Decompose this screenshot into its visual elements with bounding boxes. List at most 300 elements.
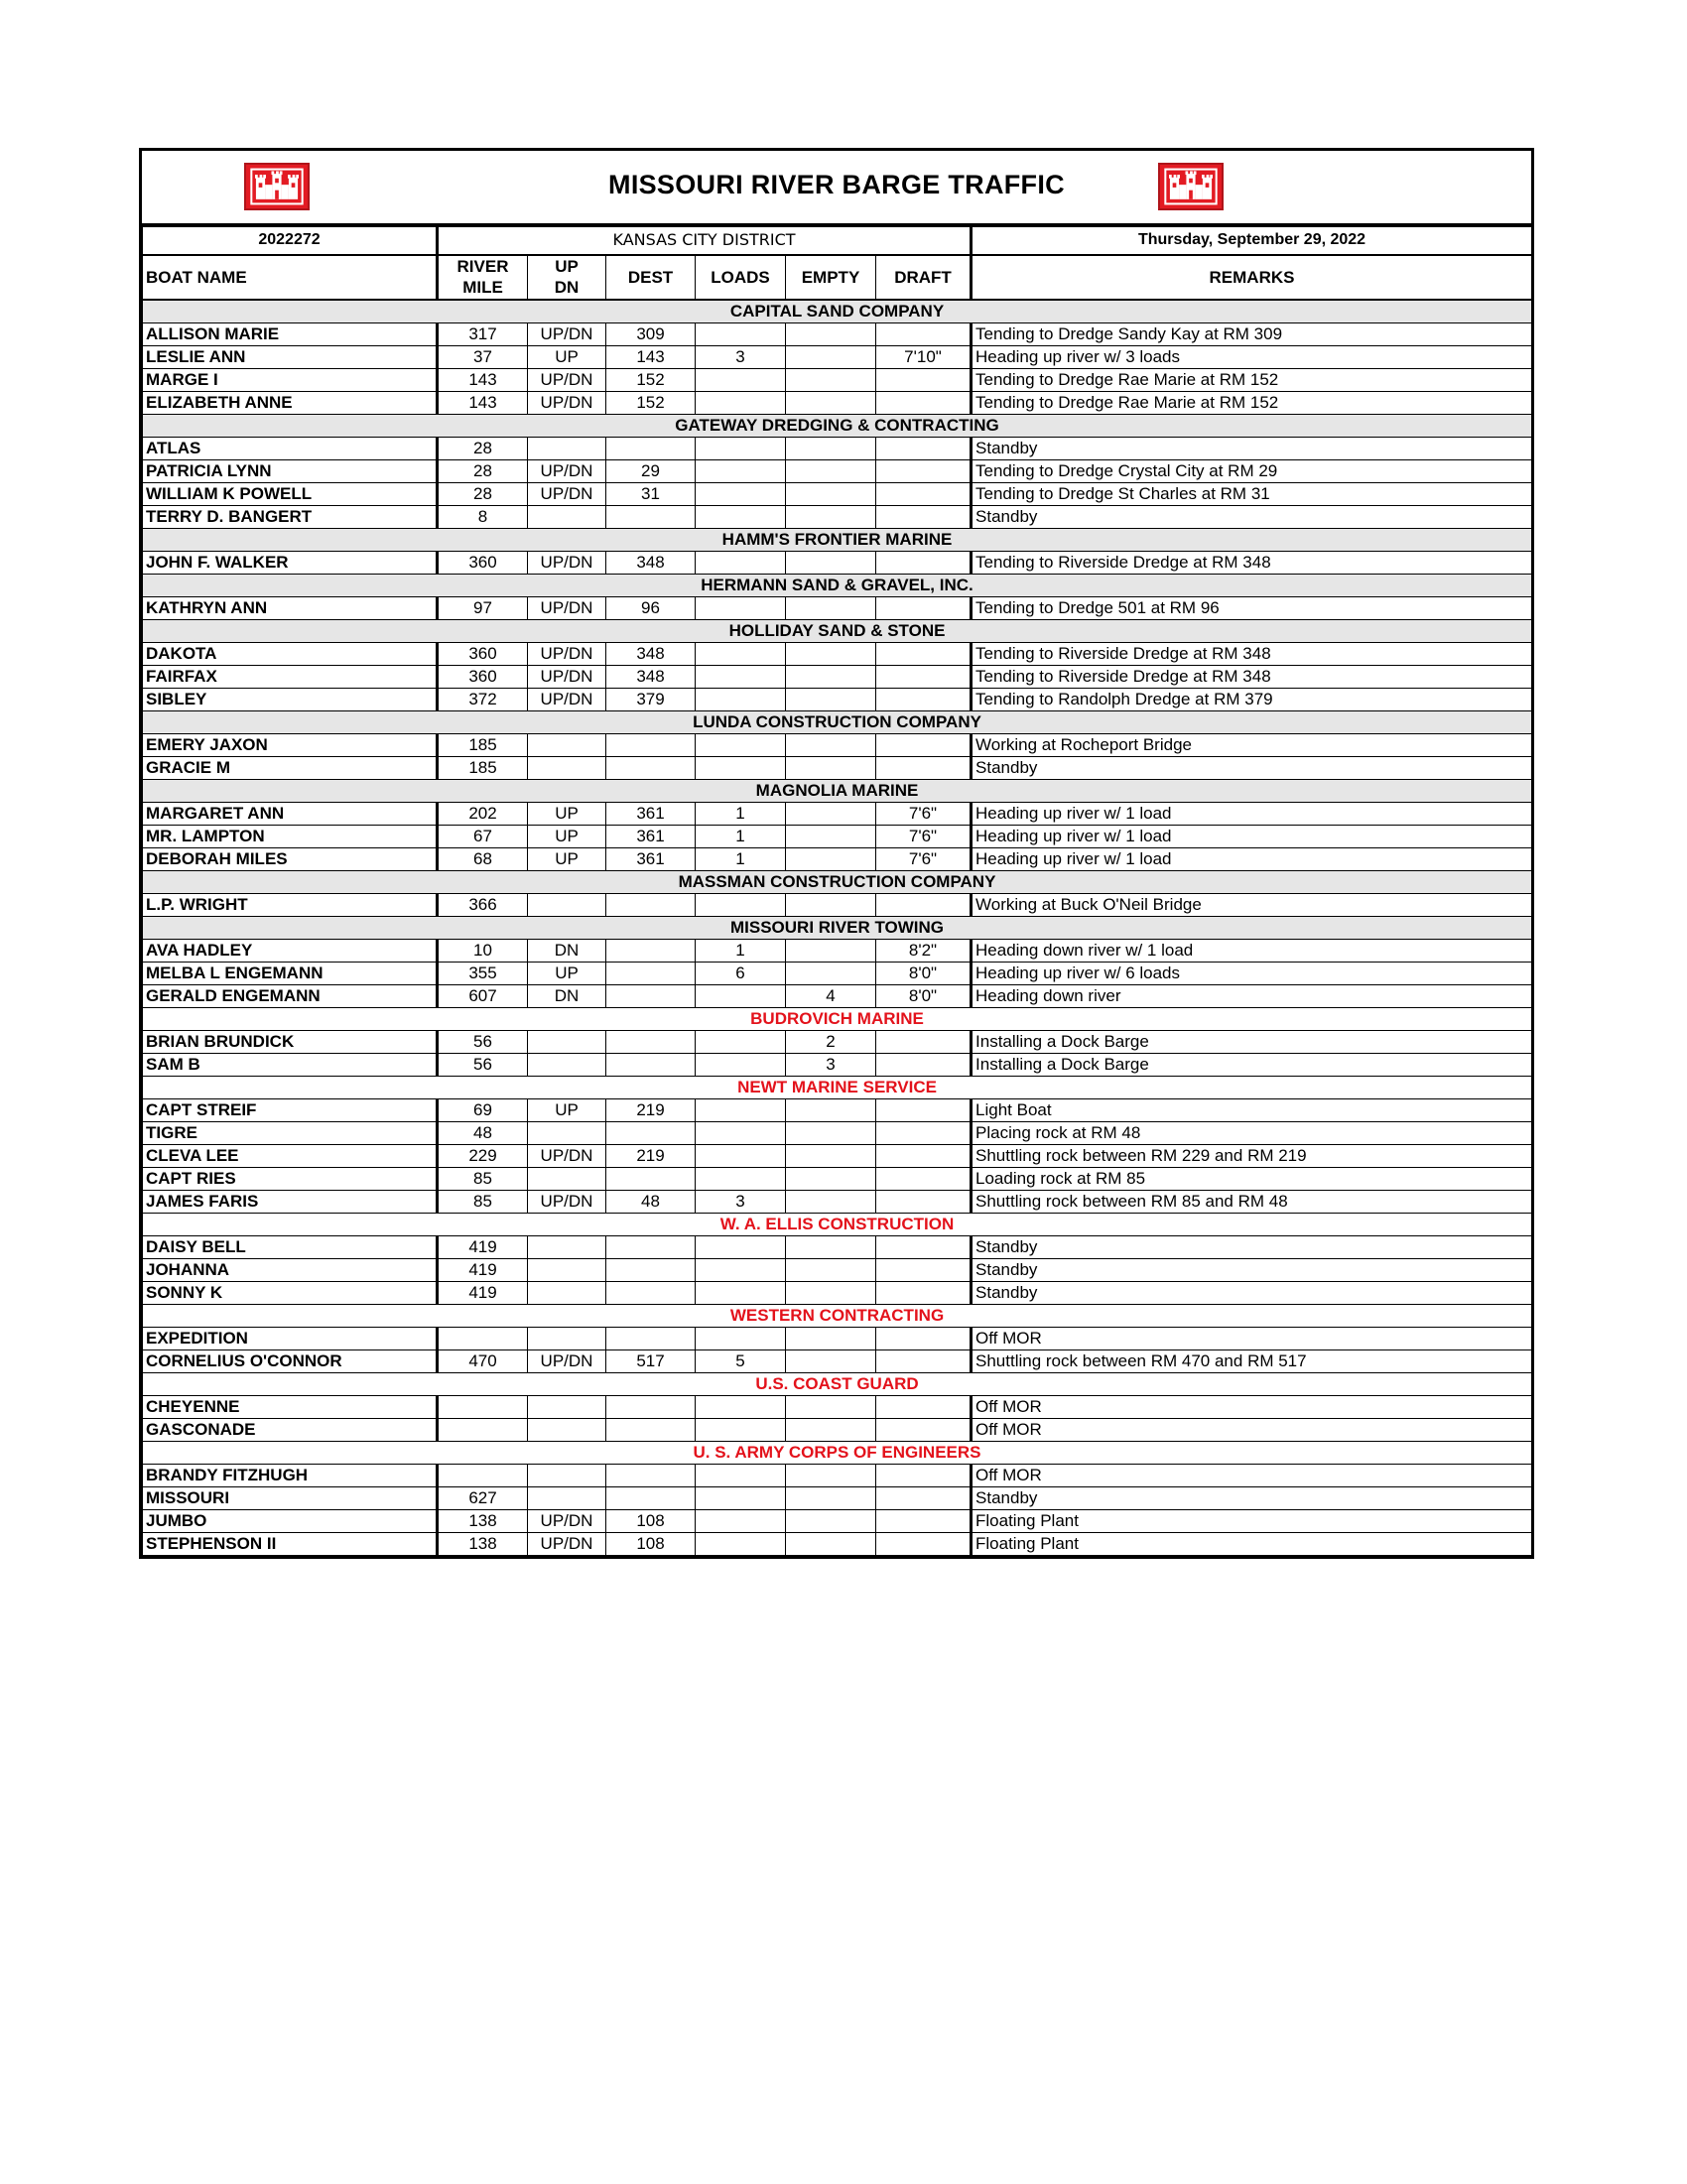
remarks-cell: Heading up river w/ 6 loads [972,962,1532,984]
boat-name-cell: TIGRE [143,1121,438,1144]
dest-cell [606,939,696,962]
direction-cell [528,893,606,916]
dest-cell [606,505,696,528]
empty-cell [786,939,876,962]
dest-cell: 348 [606,642,696,665]
draft-cell [876,551,972,574]
dest-cell [606,984,696,1007]
dest-cell [606,733,696,756]
remarks-cell: Standby [972,1235,1532,1258]
river-mile-cell: 360 [438,642,528,665]
draft-cell: 8'0" [876,962,972,984]
company-name: WESTERN CONTRACTING [143,1304,1532,1327]
draft-cell [876,1509,972,1532]
table-row [143,1327,1532,1349]
direction-cell: UP/DN [528,1190,606,1213]
table-row [143,939,1532,962]
draft-cell [876,1121,972,1144]
company-name: HAMM'S FRONTIER MARINE [143,528,1532,551]
river-mile-cell: 85 [438,1167,528,1190]
table-row [143,688,1532,710]
dest-cell: 361 [606,802,696,825]
direction-cell: UP/DN [528,596,606,619]
direction-cell: UP/DN [528,459,606,482]
river-mile-cell: 185 [438,733,528,756]
company-name: BUDROVICH MARINE [143,1007,1532,1030]
loads-cell [696,984,786,1007]
empty-cell [786,1486,876,1509]
river-mile-cell: 138 [438,1532,528,1555]
company-header-row [143,916,1532,939]
river-mile-cell: 143 [438,391,528,414]
dest-cell: 219 [606,1098,696,1121]
empty-cell [786,756,876,779]
table-row [143,1235,1532,1258]
empty-cell [786,1235,876,1258]
boat-name-cell: EXPEDITION [143,1327,438,1349]
draft-cell: 7'6" [876,802,972,825]
boat-name-cell: ALLISON MARIE [143,322,438,345]
company-header-row [143,1304,1532,1327]
page-title: MISSOURI RIVER BARGE TRAFFIC [608,170,1065,199]
boat-name-cell: DAKOTA [143,642,438,665]
dest-cell: 361 [606,825,696,847]
table-row [143,1418,1532,1441]
direction-cell: UP [528,1098,606,1121]
direction-cell: UP/DN [528,322,606,345]
remarks-cell: Tending to Riverside Dredge at RM 348 [972,665,1532,688]
boat-name-cell: DAISY BELL [143,1235,438,1258]
col-loads: LOADS [696,255,786,300]
draft-cell: 7'10" [876,345,972,368]
boat-name-cell: KATHRYN ANN [143,596,438,619]
draft-cell: 8'0" [876,984,972,1007]
col-river-mile: RIVER MILE [438,255,528,300]
company-header-row [143,1076,1532,1098]
empty-cell [786,825,876,847]
dest-cell [606,1486,696,1509]
draft-cell [876,459,972,482]
draft-cell [876,688,972,710]
remarks-cell: Installing a Dock Barge [972,1030,1532,1053]
company-name: NEWT MARINE SERVICE [143,1076,1532,1098]
river-mile-cell: 366 [438,893,528,916]
empty-cell [786,1349,876,1372]
table-row [143,322,1532,345]
draft-cell [876,322,972,345]
river-mile-cell: 202 [438,802,528,825]
dest-cell: 108 [606,1532,696,1555]
boat-name-cell: JOHANNA [143,1258,438,1281]
loads-cell [696,1395,786,1418]
remarks-cell: Heading up river w/ 3 loads [972,345,1532,368]
table-row [143,1167,1532,1190]
river-mile-cell: 360 [438,551,528,574]
loads-cell [696,665,786,688]
river-mile-cell: 317 [438,322,528,345]
table-row [143,596,1532,619]
river-mile-cell: 37 [438,345,528,368]
company-name: U. S. ARMY CORPS OF ENGINEERS [143,1441,1532,1464]
draft-cell [876,1395,972,1418]
loads-cell: 3 [696,1190,786,1213]
empty-cell: 3 [786,1053,876,1076]
river-mile-cell: 56 [438,1030,528,1053]
table-row [143,1053,1532,1076]
remarks-cell: Tending to Dredge St Charles at RM 31 [972,482,1532,505]
boat-name-cell: ATLAS [143,437,438,459]
river-mile-cell: 67 [438,825,528,847]
table-row [143,505,1532,528]
empty-cell [786,1144,876,1167]
remarks-cell: Heading up river w/ 1 load [972,825,1532,847]
dest-cell: 31 [606,482,696,505]
loads-cell: 1 [696,939,786,962]
company-header-row [143,1372,1532,1395]
dest-cell: 348 [606,665,696,688]
col-dest: DEST [606,255,696,300]
company-header-row [143,574,1532,596]
boat-name-cell: PATRICIA LYNN [143,459,438,482]
draft-cell [876,1349,972,1372]
col-remarks: REMARKS [972,255,1532,300]
river-mile-cell: 143 [438,368,528,391]
direction-cell: UP/DN [528,551,606,574]
loads-cell [696,551,786,574]
table-row [143,1281,1532,1304]
empty-cell [786,802,876,825]
river-mile-cell: 56 [438,1053,528,1076]
table-row [143,665,1532,688]
remarks-cell: Floating Plant [972,1509,1532,1532]
barge-table [142,226,1532,1556]
empty-cell [786,1532,876,1555]
company-header-row [143,1441,1532,1464]
remarks-cell: Tending to Randolph Dredge at RM 379 [972,688,1532,710]
company-name: LUNDA CONSTRUCTION COMPANY [143,710,1532,733]
direction-cell [528,1258,606,1281]
loads-cell [696,1030,786,1053]
river-mile-cell: 355 [438,962,528,984]
dest-cell [606,756,696,779]
table-row [143,1121,1532,1144]
direction-cell: UP/DN [528,482,606,505]
company-name: U.S. COAST GUARD [143,1372,1532,1395]
remarks-cell: Tending to Dredge Sandy Kay at RM 309 [972,322,1532,345]
company-name: W. A. ELLIS CONSTRUCTION [143,1213,1532,1235]
river-mile-cell: 48 [438,1121,528,1144]
river-mile-cell: 28 [438,482,528,505]
river-mile-cell: 10 [438,939,528,962]
empty-cell [786,642,876,665]
river-mile-cell [438,1327,528,1349]
boat-name-cell: MELBA L ENGEMANN [143,962,438,984]
loads-cell [696,642,786,665]
direction-cell: DN [528,939,606,962]
direction-cell: UP/DN [528,642,606,665]
boat-name-cell: STEPHENSON II [143,1532,438,1555]
dest-cell: 309 [606,322,696,345]
direction-cell [528,1395,606,1418]
table-row [143,1532,1532,1555]
table-row [143,437,1532,459]
river-mile-cell: 68 [438,847,528,870]
draft-cell [876,437,972,459]
river-mile-cell: 69 [438,1098,528,1121]
direction-cell: DN [528,984,606,1007]
remarks-cell: Heading up river w/ 1 load [972,802,1532,825]
loads-cell [696,1418,786,1441]
direction-cell: UP/DN [528,688,606,710]
direction-cell [528,1464,606,1486]
river-mile-cell: 138 [438,1509,528,1532]
boat-name-cell: ELIZABETH ANNE [143,391,438,414]
draft-cell [876,1327,972,1349]
dest-cell [606,1418,696,1441]
remarks-cell: Standby [972,1486,1532,1509]
loads-cell [696,1121,786,1144]
boat-name-cell: CLEVA LEE [143,1144,438,1167]
boat-name-cell: CAPT STREIF [143,1098,438,1121]
table-row [143,825,1532,847]
loads-cell [696,1281,786,1304]
remarks-cell: Tending to Riverside Dredge at RM 348 [972,551,1532,574]
empty-cell [786,847,876,870]
direction-cell: UP/DN [528,1144,606,1167]
draft-cell [876,482,972,505]
remarks-cell: Floating Plant [972,1532,1532,1555]
river-mile-cell: 419 [438,1281,528,1304]
draft-cell [876,642,972,665]
draft-cell [876,1464,972,1486]
boat-name-cell: JAMES FARIS [143,1190,438,1213]
table-row [143,1464,1532,1486]
empty-cell: 2 [786,1030,876,1053]
table-row [143,1258,1532,1281]
draft-cell [876,665,972,688]
boat-name-cell: TERRY D. BANGERT [143,505,438,528]
empty-cell [786,596,876,619]
loads-cell [696,596,786,619]
remarks-cell: Off MOR [972,1464,1532,1486]
report-id: 2022272 [143,227,438,255]
empty-cell [786,459,876,482]
draft-cell [876,1190,972,1213]
draft-cell [876,1258,972,1281]
table-row [143,733,1532,756]
draft-cell [876,1235,972,1258]
boat-name-cell: SONNY K [143,1281,438,1304]
draft-cell [876,505,972,528]
loads-cell [696,1053,786,1076]
direction-cell: UP [528,847,606,870]
river-mile-cell: 8 [438,505,528,528]
direction-cell: UP [528,802,606,825]
boat-name-cell: EMERY JAXON [143,733,438,756]
dest-cell: 96 [606,596,696,619]
table-row [143,984,1532,1007]
empty-cell [786,345,876,368]
boat-name-cell: WILLIAM K POWELL [143,482,438,505]
remarks-cell: Standby [972,1281,1532,1304]
remarks-cell: Tending to Riverside Dredge at RM 348 [972,642,1532,665]
draft-cell [876,733,972,756]
direction-cell [528,437,606,459]
boat-name-cell: JOHN F. WALKER [143,551,438,574]
table-row [143,1486,1532,1509]
river-mile-cell: 28 [438,459,528,482]
dest-cell: 48 [606,1190,696,1213]
empty-cell: 4 [786,984,876,1007]
empty-cell [786,665,876,688]
report-header-row [143,227,1532,255]
empty-cell [786,1418,876,1441]
direction-cell [528,1281,606,1304]
remarks-cell: Heading up river w/ 1 load [972,847,1532,870]
direction-cell: UP/DN [528,391,606,414]
draft-cell [876,596,972,619]
river-mile-cell: 97 [438,596,528,619]
river-mile-cell: 372 [438,688,528,710]
river-mile-cell: 28 [438,437,528,459]
loads-cell [696,1486,786,1509]
table-row [143,1144,1532,1167]
empty-cell [786,1327,876,1349]
remarks-cell: Standby [972,505,1532,528]
boat-name-cell: BRIAN BRUNDICK [143,1030,438,1053]
col-empty: EMPTY [786,255,876,300]
remarks-cell: Off MOR [972,1418,1532,1441]
dest-cell [606,1258,696,1281]
loads-cell [696,1144,786,1167]
river-mile-cell [438,1464,528,1486]
direction-cell [528,1167,606,1190]
draft-cell [876,1144,972,1167]
dest-cell [606,1030,696,1053]
company-name: MASSMAN CONSTRUCTION COMPANY [143,870,1532,893]
company-name: GATEWAY DREDGING & CONTRACTING [143,414,1532,437]
draft-cell [876,756,972,779]
table-row [143,1349,1532,1372]
empty-cell [786,551,876,574]
loads-cell [696,1509,786,1532]
boat-name-cell: SIBLEY [143,688,438,710]
empty-cell [786,1395,876,1418]
draft-cell [876,1281,972,1304]
table-row [143,893,1532,916]
direction-cell [528,1418,606,1441]
river-mile-cell: 627 [438,1486,528,1509]
table-row [143,756,1532,779]
river-mile-cell: 607 [438,984,528,1007]
dest-cell [606,893,696,916]
company-header-row [143,870,1532,893]
title-bar [142,151,1531,226]
boat-name-cell: MARGARET ANN [143,802,438,825]
empty-cell [786,391,876,414]
direction-cell [528,733,606,756]
draft-cell [876,1098,972,1121]
company-header-row [143,300,1532,323]
remarks-cell: Standby [972,1258,1532,1281]
table-row [143,1190,1532,1213]
dest-cell [606,1121,696,1144]
dest-cell [606,1235,696,1258]
company-name: HOLLIDAY SAND & STONE [143,619,1532,642]
boat-name-cell: AVA HADLEY [143,939,438,962]
boat-name-cell: MR. LAMPTON [143,825,438,847]
direction-cell: UP [528,345,606,368]
dest-cell: 379 [606,688,696,710]
draft-cell [876,1532,972,1555]
remarks-cell: Light Boat [972,1098,1532,1121]
boat-name-cell: L.P. WRIGHT [143,893,438,916]
river-mile-cell [438,1395,528,1418]
empty-cell [786,688,876,710]
dest-cell [606,1327,696,1349]
draft-cell [876,1486,972,1509]
dest-cell [606,437,696,459]
empty-cell [786,437,876,459]
river-mile-cell: 229 [438,1144,528,1167]
river-mile-cell: 360 [438,665,528,688]
loads-cell [696,1258,786,1281]
remarks-cell: Standby [972,756,1532,779]
river-mile-cell: 85 [438,1190,528,1213]
company-name: MISSOURI RIVER TOWING [143,916,1532,939]
loads-cell [696,688,786,710]
direction-cell: UP [528,825,606,847]
company-header-row [143,710,1532,733]
table-row [143,642,1532,665]
remarks-cell: Off MOR [972,1327,1532,1349]
barge-traffic-report [139,148,1534,1559]
dest-cell [606,1281,696,1304]
direction-cell [528,1053,606,1076]
loads-cell [696,505,786,528]
loads-cell: 1 [696,825,786,847]
dest-cell: 348 [606,551,696,574]
company-header-row [143,619,1532,642]
boat-name-cell: MARGE I [143,368,438,391]
empty-cell [786,1509,876,1532]
table-row [143,551,1532,574]
remarks-cell: Placing rock at RM 48 [972,1121,1532,1144]
river-mile-cell: 185 [438,756,528,779]
direction-cell [528,1121,606,1144]
table-row [143,1395,1532,1418]
company-header-row [143,1007,1532,1030]
direction-cell: UP [528,962,606,984]
draft-cell: 7'6" [876,847,972,870]
boat-name-cell: SAM B [143,1053,438,1076]
empty-cell [786,1281,876,1304]
loads-cell [696,437,786,459]
table-row [143,345,1532,368]
loads-cell [696,893,786,916]
loads-cell [696,322,786,345]
boat-name-cell: GRACIE M [143,756,438,779]
empty-cell [786,962,876,984]
boat-name-cell: DEBORAH MILES [143,847,438,870]
boat-name-cell: JUMBO [143,1509,438,1532]
loads-cell: 3 [696,345,786,368]
boat-name-cell: MISSOURI [143,1486,438,1509]
district-name: KANSAS CITY DISTRICT [438,227,972,255]
col-up-dn: UP DN [528,255,606,300]
loads-cell [696,368,786,391]
empty-cell [786,505,876,528]
